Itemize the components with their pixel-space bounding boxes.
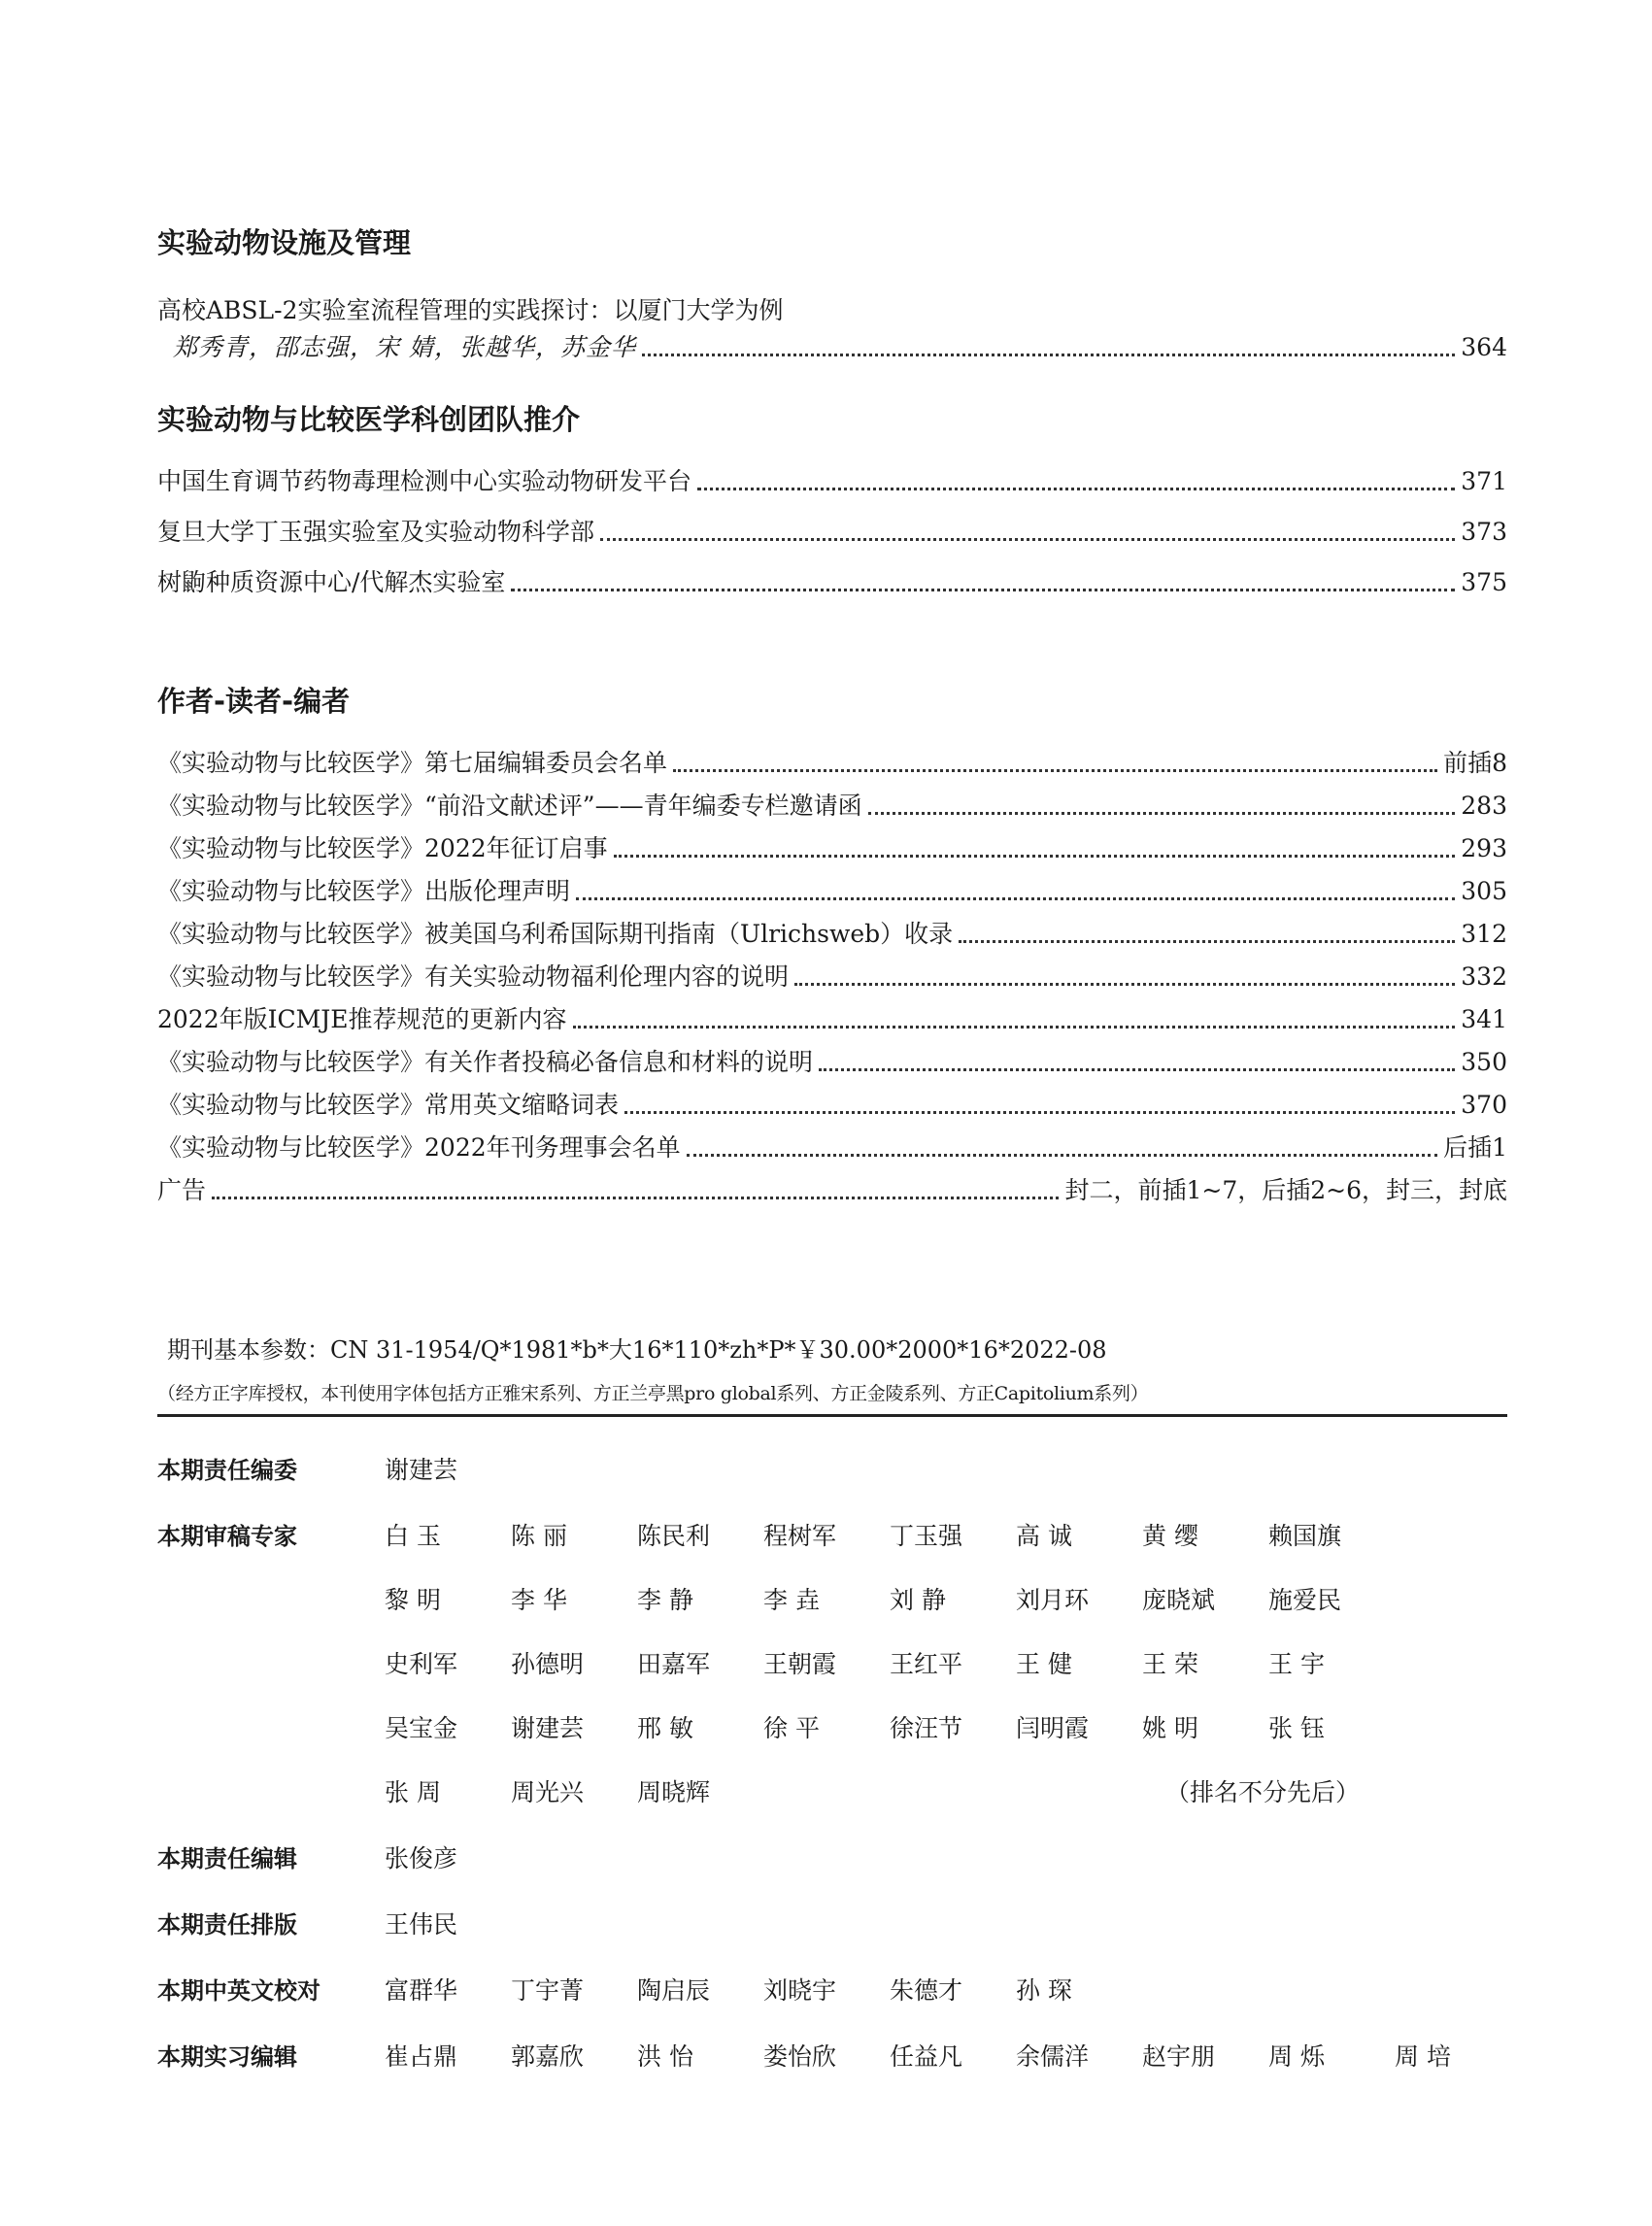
reviewer-name: 施爱民 [1268, 1586, 1342, 1614]
entry-page: 373 [1461, 518, 1507, 546]
reviewer-name: 李 垚 [763, 1586, 820, 1614]
entry-title: 《实验动物与比较医学》“前沿文献述评”——青年编委专栏邀请函 [157, 792, 862, 820]
section-heading-editors: 作者-读者-编者 [157, 685, 351, 718]
toc-entry[interactable] [157, 565, 1507, 600]
leader-dots [697, 488, 1455, 490]
toc-entry[interactable] [157, 1173, 1507, 1208]
entry-title: 《实验动物与比较医学》常用英文缩略词表 [157, 1091, 620, 1119]
reviewer-name: 田嘉军 [637, 1650, 711, 1678]
staff-name: 洪 怡 [637, 2042, 693, 2071]
entry-title: 《实验动物与比较医学》2022年刊务理事会名单 [157, 1133, 681, 1162]
entry-page: 364 [1461, 333, 1507, 361]
staff-name: 丁宇菁 [511, 1976, 585, 2005]
entry-page: 350 [1461, 1048, 1507, 1076]
reviewer-name: 白 玉 [385, 1522, 441, 1550]
entry-page: 283 [1461, 792, 1507, 820]
toc-entry[interactable] [157, 789, 1507, 824]
order-note: （排名不分先后） [1165, 1778, 1361, 1806]
entry-title: 《实验动物与比较医学》2022年征订启事 [157, 834, 608, 862]
toc-entry[interactable] [157, 874, 1507, 909]
reviewer-name: 姚 明 [1142, 1714, 1198, 1742]
reviewer-name: 邢 敏 [637, 1714, 693, 1742]
entry-title: 《实验动物与比较医学》有关作者投稿必备信息和材料的说明 [157, 1048, 814, 1076]
entry-title: 树鼩种质资源中心/代解杰实验室 [157, 568, 506, 596]
reviewer-name: 庞晓斌 [1142, 1586, 1216, 1614]
entry-title: 《实验动物与比较医学》第七届编辑委员会名单 [157, 749, 668, 777]
reviewer-name: 刘 静 [890, 1586, 946, 1614]
reviewer-name: 王 宇 [1268, 1650, 1325, 1678]
entry-page: 332 [1461, 962, 1507, 991]
reviewer-name: 程树军 [763, 1522, 837, 1550]
entry-title: 2022年版ICMJE推荐规范的更新内容 [157, 1005, 567, 1033]
staff-name: 张俊彦 [385, 1844, 458, 1872]
entry-page: 293 [1461, 834, 1507, 862]
reviewer-name: 刘月环 [1016, 1586, 1090, 1614]
reviewer-name: 高 诚 [1016, 1522, 1072, 1550]
role-editor-in-charge: 本期责任编委 [157, 1457, 297, 1484]
leader-dots [819, 1068, 1455, 1071]
reviewer-name: 陈 丽 [511, 1522, 567, 1550]
entry-authors: 郑秀青，邵志强，宋 婧，张越华，苏金华 [173, 333, 636, 361]
leader-dots [687, 1154, 1437, 1157]
staff-name: 郭嘉欣 [511, 2042, 585, 2071]
staff-name: 崔占鼎 [385, 2042, 458, 2071]
entry-title: 中国生育调节药物毒理检测中心实验动物研发平台 [157, 467, 692, 495]
reviewer-name: 李 华 [511, 1586, 567, 1614]
staff-name: 余儒洋 [1016, 2042, 1090, 2071]
entry-page: 312 [1461, 920, 1507, 948]
entry-page: 305 [1461, 877, 1507, 905]
staff-name: 陶启辰 [637, 1976, 711, 2005]
reviewer-name: 周光兴 [511, 1778, 585, 1806]
leader-dots [614, 855, 1456, 858]
reviewer-name: 吴宝金 [385, 1714, 458, 1742]
reviewer-name: 赖国旗 [1268, 1522, 1342, 1550]
leader-dots [573, 1026, 1456, 1029]
journal-params: 期刊基本参数：CN 31-1954/Q*1981*b*大16*110*zh*P*￥30.00*2000*16*2022-08 [167, 1336, 1107, 1364]
fonts-note: （经方正字库授权，本刊使用字体包括方正雅宋系列、方正兰亭黑pro global系列、方正金陵系列、方正Capitolium系列） [157, 1383, 1149, 1404]
leader-dots [868, 812, 1456, 815]
entry-page: 前插8 [1443, 749, 1507, 777]
leader-dots [642, 354, 1455, 356]
reviewer-name: 谢建芸 [511, 1714, 585, 1742]
reviewer-name: 王红平 [890, 1650, 963, 1678]
reviewer-name: 张 周 [385, 1778, 441, 1806]
reviewer-name: 陈民利 [637, 1522, 711, 1550]
entry-page: 370 [1461, 1091, 1507, 1119]
reviewer-name: 闫明霞 [1016, 1714, 1090, 1742]
role-reviewers: 本期审稿专家 [157, 1523, 297, 1550]
staff-name: 周 培 [1395, 2042, 1451, 2071]
staff-name: 谢建芸 [385, 1456, 458, 1484]
staff-name: 王伟民 [385, 1910, 458, 1939]
leader-dots [959, 940, 1455, 943]
reviewer-name: 王 荣 [1142, 1650, 1198, 1678]
leader-dots [576, 897, 1455, 900]
entry-title: 《实验动物与比较医学》有关实验动物福利伦理内容的说明 [157, 962, 790, 991]
role-layout: 本期责任排版 [157, 1911, 297, 1939]
reviewer-name: 孙德明 [511, 1650, 585, 1678]
reviewer-name: 王 健 [1016, 1650, 1072, 1678]
toc-entry[interactable] [157, 960, 1507, 995]
staff-name: 孙 琛 [1016, 1976, 1072, 2005]
role-responsible-editor: 本期责任编辑 [157, 1845, 297, 1872]
leader-dots [600, 538, 1455, 541]
staff-name: 任益凡 [890, 2042, 963, 2071]
toc-entry[interactable] [157, 1130, 1507, 1165]
divider [157, 1414, 1507, 1417]
reviewer-name: 王朝霞 [763, 1650, 837, 1678]
leader-dots [212, 1197, 1059, 1199]
toc-entry[interactable] [173, 330, 1507, 365]
reviewer-name: 徐 平 [763, 1714, 820, 1742]
role-interns: 本期实习编辑 [157, 2043, 297, 2071]
staff-name: 赵宇朋 [1142, 2042, 1216, 2071]
leader-dots [794, 983, 1455, 986]
entry-title: 复旦大学丁玉强实验室及实验动物科学部 [157, 518, 595, 546]
section-heading-teams: 实验动物与比较医学科创团队推介 [157, 403, 581, 436]
reviewer-name: 李 静 [637, 1586, 693, 1614]
entry-title: 高校ABSL-2实验室流程管理的实践探讨：以厦门大学为例 [157, 296, 784, 324]
toc-entry[interactable] [157, 831, 1507, 866]
staff-name: 富群华 [385, 1976, 458, 2005]
entry-page: 后插1 [1443, 1133, 1507, 1162]
toc-entry[interactable] [157, 746, 1507, 781]
reviewer-name: 徐汪节 [890, 1714, 963, 1742]
toc-entry[interactable] [157, 515, 1507, 550]
reviewer-name: 黄 缨 [1142, 1522, 1198, 1550]
entry-page: 封二，前插1~7，后插2~6，封三，封底 [1064, 1176, 1507, 1204]
staff-name: 周 烁 [1268, 2042, 1325, 2071]
section-heading-facilities: 实验动物设施及管理 [157, 226, 412, 259]
entry-title: 广告 [157, 1176, 207, 1204]
role-proofreading: 本期中英文校对 [157, 1977, 320, 2005]
leader-dots [624, 1111, 1455, 1114]
entry-page: 341 [1461, 1005, 1507, 1033]
staff-name: 朱德才 [890, 1976, 963, 2005]
entry-title: 《实验动物与比较医学》被美国乌利希国际期刊指南（Ulrichsweb）收录 [157, 920, 954, 948]
reviewer-name: 黎 明 [385, 1586, 441, 1614]
toc-entry[interactable] [157, 1045, 1507, 1080]
entry-page: 375 [1461, 568, 1507, 596]
reviewer-name: 丁玉强 [890, 1522, 963, 1550]
leader-dots [511, 589, 1455, 591]
toc-entry[interactable] [157, 1088, 1507, 1123]
staff-name: 娄怡欣 [763, 2042, 837, 2071]
reviewer-name: 张 钰 [1268, 1714, 1325, 1742]
entry-title: 《实验动物与比较医学》出版伦理声明 [157, 877, 571, 905]
entry-page: 371 [1461, 467, 1507, 495]
toc-entry[interactable] [157, 464, 1507, 499]
reviewer-name: 周晓辉 [637, 1778, 711, 1806]
reviewer-name: 史利军 [385, 1650, 458, 1678]
toc-entry[interactable] [157, 1002, 1507, 1037]
toc-entry[interactable] [157, 917, 1507, 952]
leader-dots [673, 769, 1437, 772]
staff-name: 刘晓宇 [763, 1976, 837, 2005]
